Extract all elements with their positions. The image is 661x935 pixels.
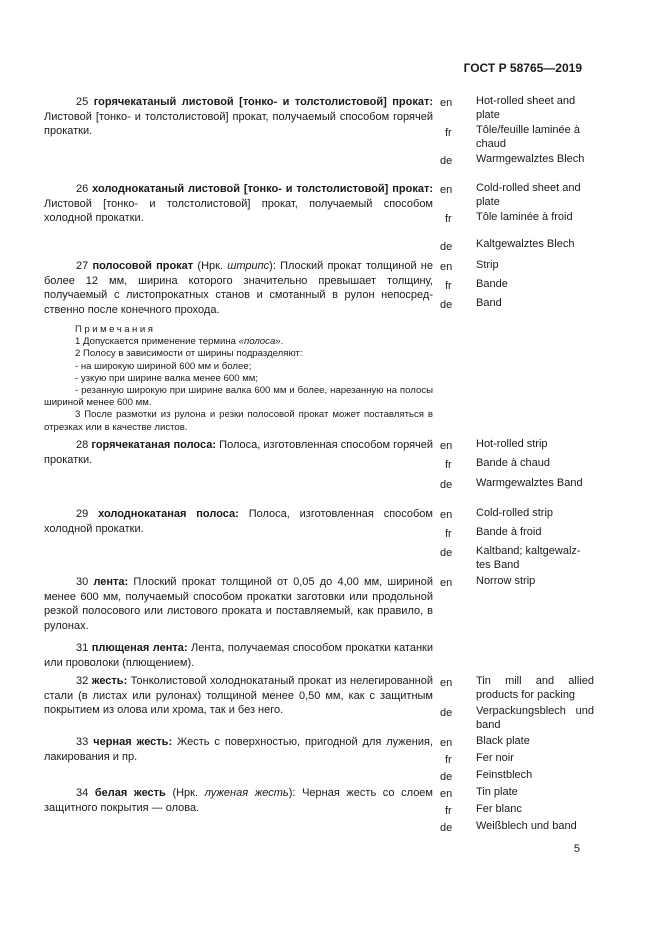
term-entry-28: 28 горячекатаная полоса: Полоса, изготовленная способом горячей прокатки. — [44, 439, 434, 466]
equivalent-en: Tin plate — [476, 786, 518, 798]
equivalent-fr: Fer noir — [476, 752, 514, 764]
term-entry-31: 31 плющеная лента: Лента, получаемая способом прокатки катанки или проволоки (плющением). — [44, 642, 434, 669]
equivalent-fr: Bande à chaud — [476, 457, 551, 469]
lang-code-en: en — [440, 788, 453, 800]
equivalent-fr: Bande — [476, 278, 508, 290]
notes-block — [44, 324, 433, 434]
page-number: 5 — [573, 843, 580, 855]
lang-code-en: en — [440, 184, 453, 196]
equivalent-en: Hot-rolled strip — [476, 438, 548, 450]
term: жесть: — [91, 675, 128, 687]
term: горячекатаная полоса: — [91, 439, 217, 451]
equivalent-fr: Tôle/feuille laminée à chaud — [476, 124, 580, 150]
equivalent-fr: Fer blanc — [476, 803, 522, 815]
equivalent-en: Strip — [476, 259, 499, 271]
lang-code-de: de — [440, 155, 453, 167]
lang-code-de: de — [440, 479, 453, 491]
lang-code-de: de — [440, 241, 453, 253]
lang-code-de: de — [440, 771, 453, 783]
equivalent-de: Warmgewalztes Band — [476, 477, 583, 489]
lang-code-fr: fr — [445, 127, 452, 139]
equivalent-fr: Tôle laminée à froid — [476, 211, 573, 223]
lang-code-de: de — [440, 547, 453, 559]
lang-code-fr: fr — [445, 754, 452, 766]
equivalent-en: Black plate — [476, 735, 530, 747]
equivalent-de: Weißblech und band — [476, 820, 577, 832]
lang-code-fr: fr — [445, 459, 452, 471]
note-2-item: - резанную широкую при ширине валка 600 мм и более, нарезанную на полосы шириной менее 600 мм. — [44, 385, 433, 409]
lang-code-fr: fr — [445, 805, 452, 817]
term: черная жесть: — [93, 736, 173, 748]
equivalent-de: Kaltgewalztes Blech — [476, 238, 575, 250]
term: холоднокатаный листовой [тонко- и толстолистовой] прокат: — [92, 183, 433, 195]
term: белая жесть — [94, 787, 166, 799]
lang-code-en: en — [440, 97, 453, 109]
deprecated-term: луженая жесть — [204, 787, 289, 799]
notes-title: Примечания — [75, 324, 156, 335]
term-entry-25: 25 горячекатаный листовой [тонко- и толстолистовой] прокат: Листовой [тонко- и толстолистовой] прокат, получаемый способом горячей прокатки. — [44, 96, 433, 138]
term: холоднокатаная полоса: — [98, 508, 239, 520]
lang-code-de: de — [440, 707, 453, 719]
lang-code-fr: fr — [445, 213, 452, 225]
lang-code-fr: fr — [445, 280, 452, 292]
equivalent-de: Feinstblech — [476, 769, 533, 781]
term-entry-29: 29 холоднокатаная полоса: Полоса, изготовленная способом холодной прокатки. — [44, 508, 433, 535]
equivalent-en: Cold-rolled strip — [476, 507, 554, 519]
note-2-item: - на широкую шириной 600 мм и более; — [75, 360, 252, 372]
note-2: 2 Полосу в зависимости от ширины подразделяют: — [75, 348, 303, 360]
equivalent-de: Verpackungsblech und band — [476, 705, 594, 731]
note-2-item: - узкую при ширине валка менее 600 мм; — [75, 372, 259, 384]
equivalent-fr: Bande à froid — [476, 526, 542, 538]
equivalent-de: Warmgewalztes Blech — [476, 153, 585, 165]
equivalent-en: Hot-rolled sheet and plate — [476, 95, 576, 121]
document-id: ГОСТ Р 58765—2019 — [463, 61, 582, 75]
lang-code-en: en — [440, 677, 453, 689]
term: горячекатаный листовой [тонко- и толстолистовой] прокат: — [93, 96, 433, 108]
lang-code-en: en — [440, 509, 453, 521]
term-entry-32: 32 жесть: Тонколистовой холоднокатаный прокат из нелегированной стали (в листах или рулонах) толщиной менее 0,50 мм, как с защитным покрытием из олова или хрома, так и без него. — [44, 675, 433, 717]
lang-code-de: de — [440, 299, 453, 311]
term-entry-34: 34 белая жесть (Нрк. луженая жесть): Черная жесть со слоем защитного покрытия — олова. — [44, 787, 433, 814]
term: полосовой прокат — [92, 260, 194, 272]
equivalent-en: Cold-rolled sheet and plate — [476, 182, 581, 208]
lang-code-en: en — [440, 440, 453, 452]
term-entry-30: 30 лента: Плоский прокат толщиной от 0,05 до 4,00 мм, шириной менее 600 мм, получаемый способом прокатки заготовки или продольной резкой полосового или листового проката и поставляемый, как правило, в рулонах. — [44, 576, 433, 632]
lang-code-en: en — [440, 737, 453, 749]
lang-code-de: de — [440, 822, 453, 834]
equivalent-de: Kaltband; kaltgewalz-tes Band — [476, 545, 581, 571]
lang-code-en: en — [440, 261, 453, 273]
equivalent-en: Norrow strip — [476, 575, 536, 587]
lang-code-en: en — [440, 577, 453, 589]
deprecated-term: штрипс — [227, 260, 270, 272]
equivalent-en: Tin mill and allied products for packing — [476, 675, 594, 701]
term-entry-33: 33 черная жесть: Жесть с поверхностью, пригодной для лужения, лакирования и пр. — [44, 736, 434, 763]
lang-code-fr: fr — [445, 528, 452, 540]
term: плющеная лента: — [91, 642, 188, 654]
equivalent-de: Band — [476, 297, 502, 309]
note-3: 3 После размотки из рулона и резки полосовой прокат может поставляться в отрезках или в качестве листов. — [44, 409, 433, 433]
term: лента: — [93, 576, 129, 588]
term-entry-27: 27 полосовой прокат (Нрк. штрипс): Плоский прокат толщиной не более 12 мм, ширина которого значительно превышает толщину, получаемый с листопрокатных станов и смотанный в рулон непосред-ственно после конечного прохода. — [44, 260, 433, 316]
term-entry-26: 26 холоднокатаный листовой [тонко- и толстолистовой] прокат: Листовой [тонко- и толстолистовой] прокат, получаемый способом холодной прокатки. — [44, 183, 433, 225]
note-1: 1 Допускается применение термина «полоса». — [75, 336, 284, 348]
